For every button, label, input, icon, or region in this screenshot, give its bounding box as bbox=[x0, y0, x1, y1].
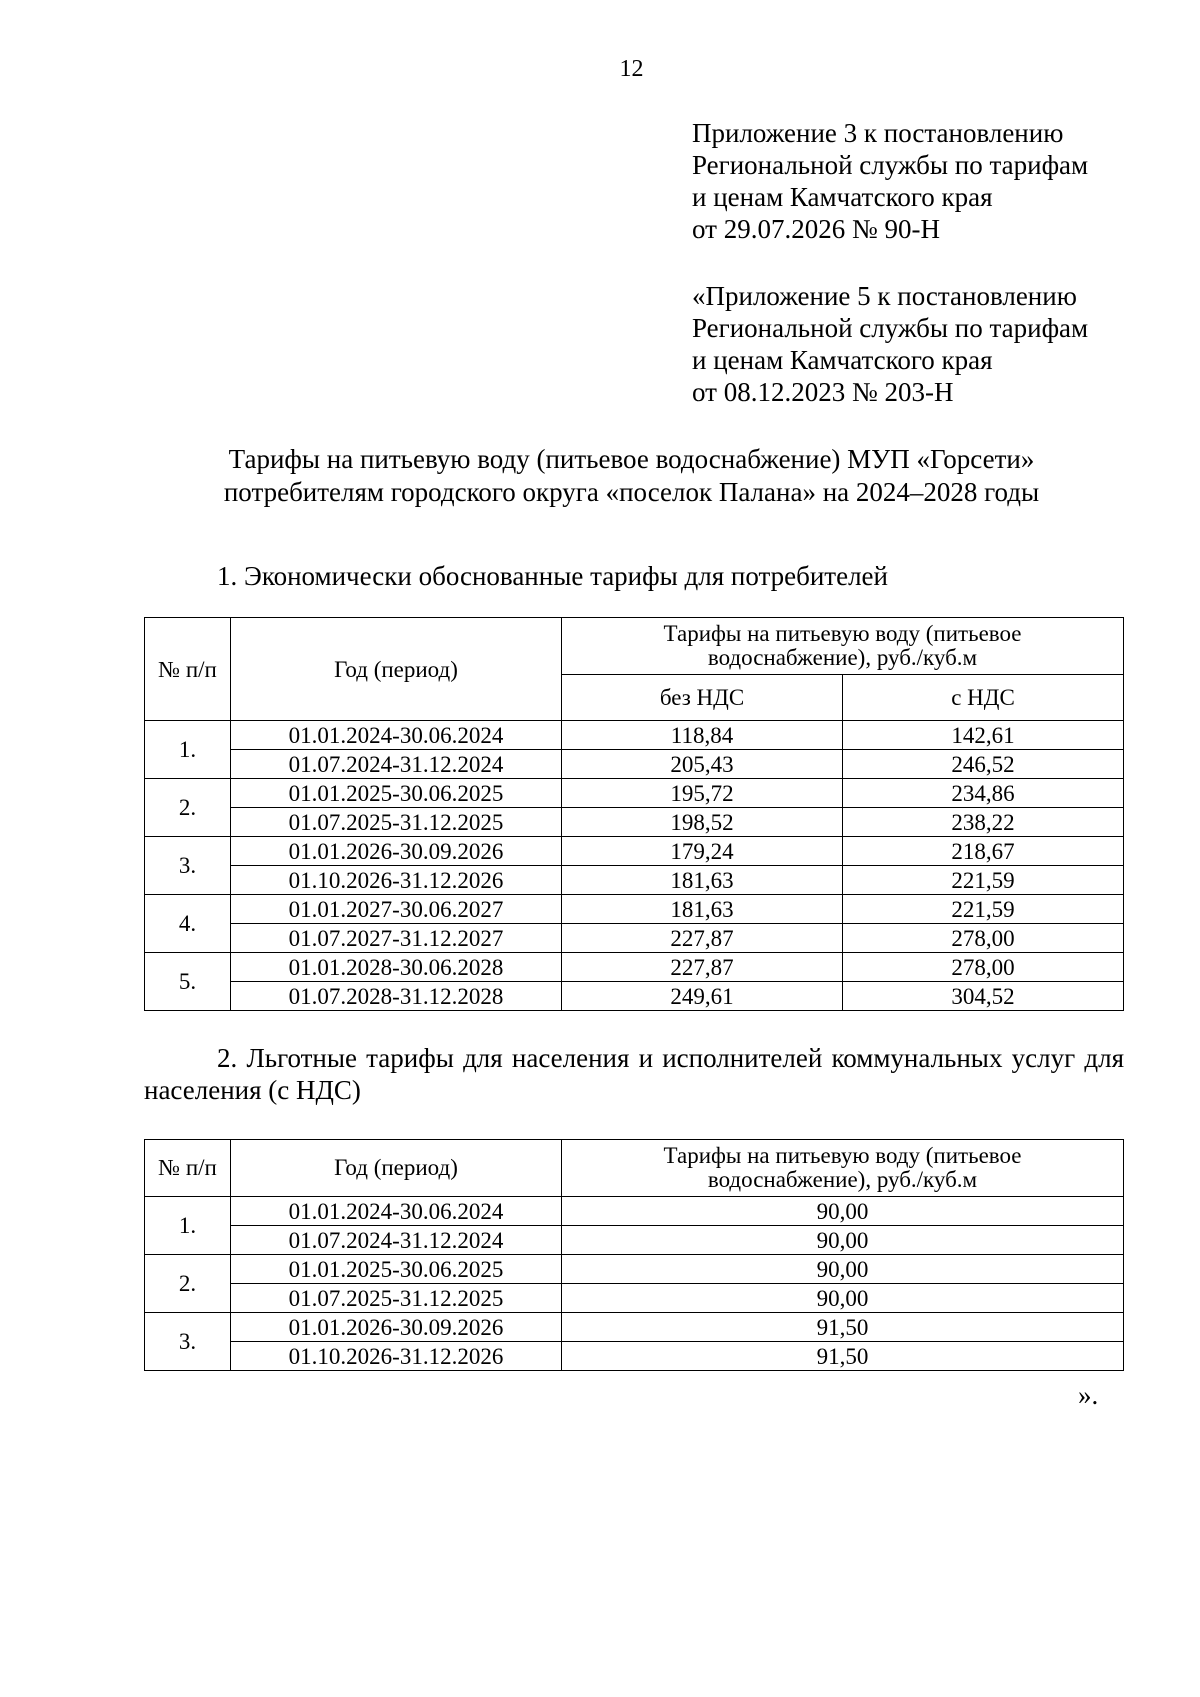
page-number: 12 bbox=[619, 56, 644, 82]
period-cell: 01.01.2026-30.09.2026 bbox=[231, 837, 562, 866]
preferential-tariffs-table bbox=[144, 1139, 1124, 1371]
tariff-cell-no-vat: 181,63 bbox=[562, 895, 843, 924]
table-row bbox=[145, 953, 1124, 982]
period-cell: 01.01.2028-30.06.2028 bbox=[231, 953, 562, 982]
tariff-cell-value: 90,00 bbox=[562, 1255, 1124, 1284]
period-cell: 01.01.2026-30.09.2026 bbox=[231, 1313, 562, 1342]
period-cell: 01.10.2026-31.12.2026 bbox=[231, 866, 562, 895]
table-row bbox=[145, 982, 1124, 1011]
period-cell: 01.01.2025-30.06.2025 bbox=[231, 779, 562, 808]
table-row bbox=[145, 808, 1124, 837]
economic-tariffs-table bbox=[144, 617, 1124, 1011]
period-cell: 01.10.2026-31.12.2026 bbox=[231, 1342, 562, 1371]
section-2-heading: 2. Льготные тарифы для населения и исполнителей коммунальных услуг для населения (с НДС) bbox=[144, 1043, 1124, 1105]
appendix-reference-original bbox=[692, 280, 1088, 408]
closing-quote: ». bbox=[1078, 1380, 1099, 1410]
row-number: 2. bbox=[145, 779, 231, 837]
row-number: 2. bbox=[145, 1255, 231, 1313]
appendix-line: «Приложение 5 к постановлению bbox=[692, 281, 1077, 311]
row-number: 3. bbox=[145, 837, 231, 895]
appendix-line: и ценам Камчатского края bbox=[692, 182, 993, 212]
appendix-line: от 08.12.2023 № 203-Н bbox=[692, 377, 954, 407]
tariff-cell-no-vat: 249,61 bbox=[562, 982, 843, 1011]
tariff-cell-value: 91,50 bbox=[562, 1342, 1124, 1371]
period-cell: 01.01.2024-30.06.2024 bbox=[231, 721, 562, 750]
row-number: 4. bbox=[145, 895, 231, 953]
tariff-cell-with-vat: 221,59 bbox=[843, 866, 1124, 895]
tariff-cell-no-vat: 198,52 bbox=[562, 808, 843, 837]
tariff-cell-no-vat: 227,87 bbox=[562, 924, 843, 953]
tariff-cell-with-vat: 221,59 bbox=[843, 895, 1124, 924]
document-title bbox=[0, 443, 1200, 509]
row-number: 5. bbox=[145, 953, 231, 1011]
table-row bbox=[145, 1197, 1124, 1226]
table-row bbox=[145, 866, 1124, 895]
table-row bbox=[145, 1284, 1124, 1313]
tariff-cell-with-vat: 278,00 bbox=[843, 924, 1124, 953]
period-cell: 01.07.2025-31.12.2025 bbox=[231, 808, 562, 837]
table-row bbox=[145, 779, 1124, 808]
tariff-cell-no-vat: 181,63 bbox=[562, 866, 843, 895]
table-row bbox=[145, 721, 1124, 750]
tariff-cell-no-vat: 195,72 bbox=[562, 779, 843, 808]
tariff-cell-with-vat: 246,52 bbox=[843, 750, 1124, 779]
section-1-heading: 1. Экономически обоснованные тарифы для потребителей bbox=[217, 561, 888, 591]
title-line: потребителям городского округа «поселок Палана» на 2024–2028 годы bbox=[223, 477, 1040, 507]
tariff-cell-with-vat: 142,61 bbox=[843, 721, 1124, 750]
header-tariff-line: Тарифы на питьевую воду (питьевое bbox=[663, 1143, 1022, 1168]
appendix-line: Региональной службы по тарифам bbox=[692, 313, 1089, 343]
header-period: Год (период) bbox=[231, 618, 562, 721]
appendix-line: Региональной службы по тарифам bbox=[692, 150, 1089, 180]
tariff-cell-with-vat: 304,52 bbox=[843, 982, 1124, 1011]
table-row bbox=[145, 895, 1124, 924]
tariff-cell-with-vat: 234,86 bbox=[843, 779, 1124, 808]
header-tariff bbox=[562, 618, 1124, 675]
title-line: Тарифы на питьевую воду (питьевое водоснабжение) МУП «Горсети» bbox=[228, 444, 1035, 474]
header-no-vat: без НДС bbox=[562, 675, 843, 721]
period-cell: 01.07.2028-31.12.2028 bbox=[231, 982, 562, 1011]
table-row bbox=[145, 924, 1124, 953]
tariff-cell-no-vat: 118,84 bbox=[562, 721, 843, 750]
table-row bbox=[145, 1342, 1124, 1371]
tariff-cell-value: 90,00 bbox=[562, 1226, 1124, 1255]
row-number: 1. bbox=[145, 1197, 231, 1255]
row-number: 1. bbox=[145, 721, 231, 779]
appendix-line: и ценам Камчатского края bbox=[692, 345, 993, 375]
tariff-cell-no-vat: 179,24 bbox=[562, 837, 843, 866]
table-row bbox=[145, 750, 1124, 779]
tariff-cell-with-vat: 278,00 bbox=[843, 953, 1124, 982]
period-cell: 01.07.2027-31.12.2027 bbox=[231, 924, 562, 953]
tariff-cell-no-vat: 227,87 bbox=[562, 953, 843, 982]
tariff-cell-value: 90,00 bbox=[562, 1284, 1124, 1313]
tariff-cell-value: 91,50 bbox=[562, 1313, 1124, 1342]
table-row bbox=[145, 1255, 1124, 1284]
period-cell: 01.01.2025-30.06.2025 bbox=[231, 1255, 562, 1284]
period-cell: 01.07.2024-31.12.2024 bbox=[231, 1226, 562, 1255]
appendix-line: Приложение 3 к постановлению bbox=[692, 118, 1064, 148]
appendix-reference-new bbox=[692, 117, 1088, 245]
row-number: 3. bbox=[145, 1313, 231, 1371]
table-row bbox=[145, 837, 1124, 866]
header-tariff-line: водоснабжение), руб./куб.м bbox=[707, 645, 978, 670]
tariff-cell-with-vat: 218,67 bbox=[843, 837, 1124, 866]
table-row bbox=[145, 1313, 1124, 1342]
header-tariff-line: водоснабжение), руб./куб.м bbox=[707, 1167, 978, 1192]
header-tariff bbox=[562, 1140, 1124, 1197]
header-num: № п/п bbox=[145, 1140, 231, 1197]
period-cell: 01.07.2025-31.12.2025 bbox=[231, 1284, 562, 1313]
header-period: Год (период) bbox=[231, 1140, 562, 1197]
period-cell: 01.07.2024-31.12.2024 bbox=[231, 750, 562, 779]
header-with-vat: с НДС bbox=[843, 675, 1124, 721]
table-row bbox=[145, 1226, 1124, 1255]
header-num: № п/п bbox=[145, 618, 231, 721]
tariff-cell-no-vat: 205,43 bbox=[562, 750, 843, 779]
header-tariff-line: Тарифы на питьевую воду (питьевое bbox=[663, 621, 1022, 646]
period-cell: 01.01.2027-30.06.2027 bbox=[231, 895, 562, 924]
appendix-line: от 29.07.2026 № 90-Н bbox=[692, 214, 940, 244]
period-cell: 01.01.2024-30.06.2024 bbox=[231, 1197, 562, 1226]
tariff-cell-with-vat: 238,22 bbox=[843, 808, 1124, 837]
tariff-cell-value: 90,00 bbox=[562, 1197, 1124, 1226]
